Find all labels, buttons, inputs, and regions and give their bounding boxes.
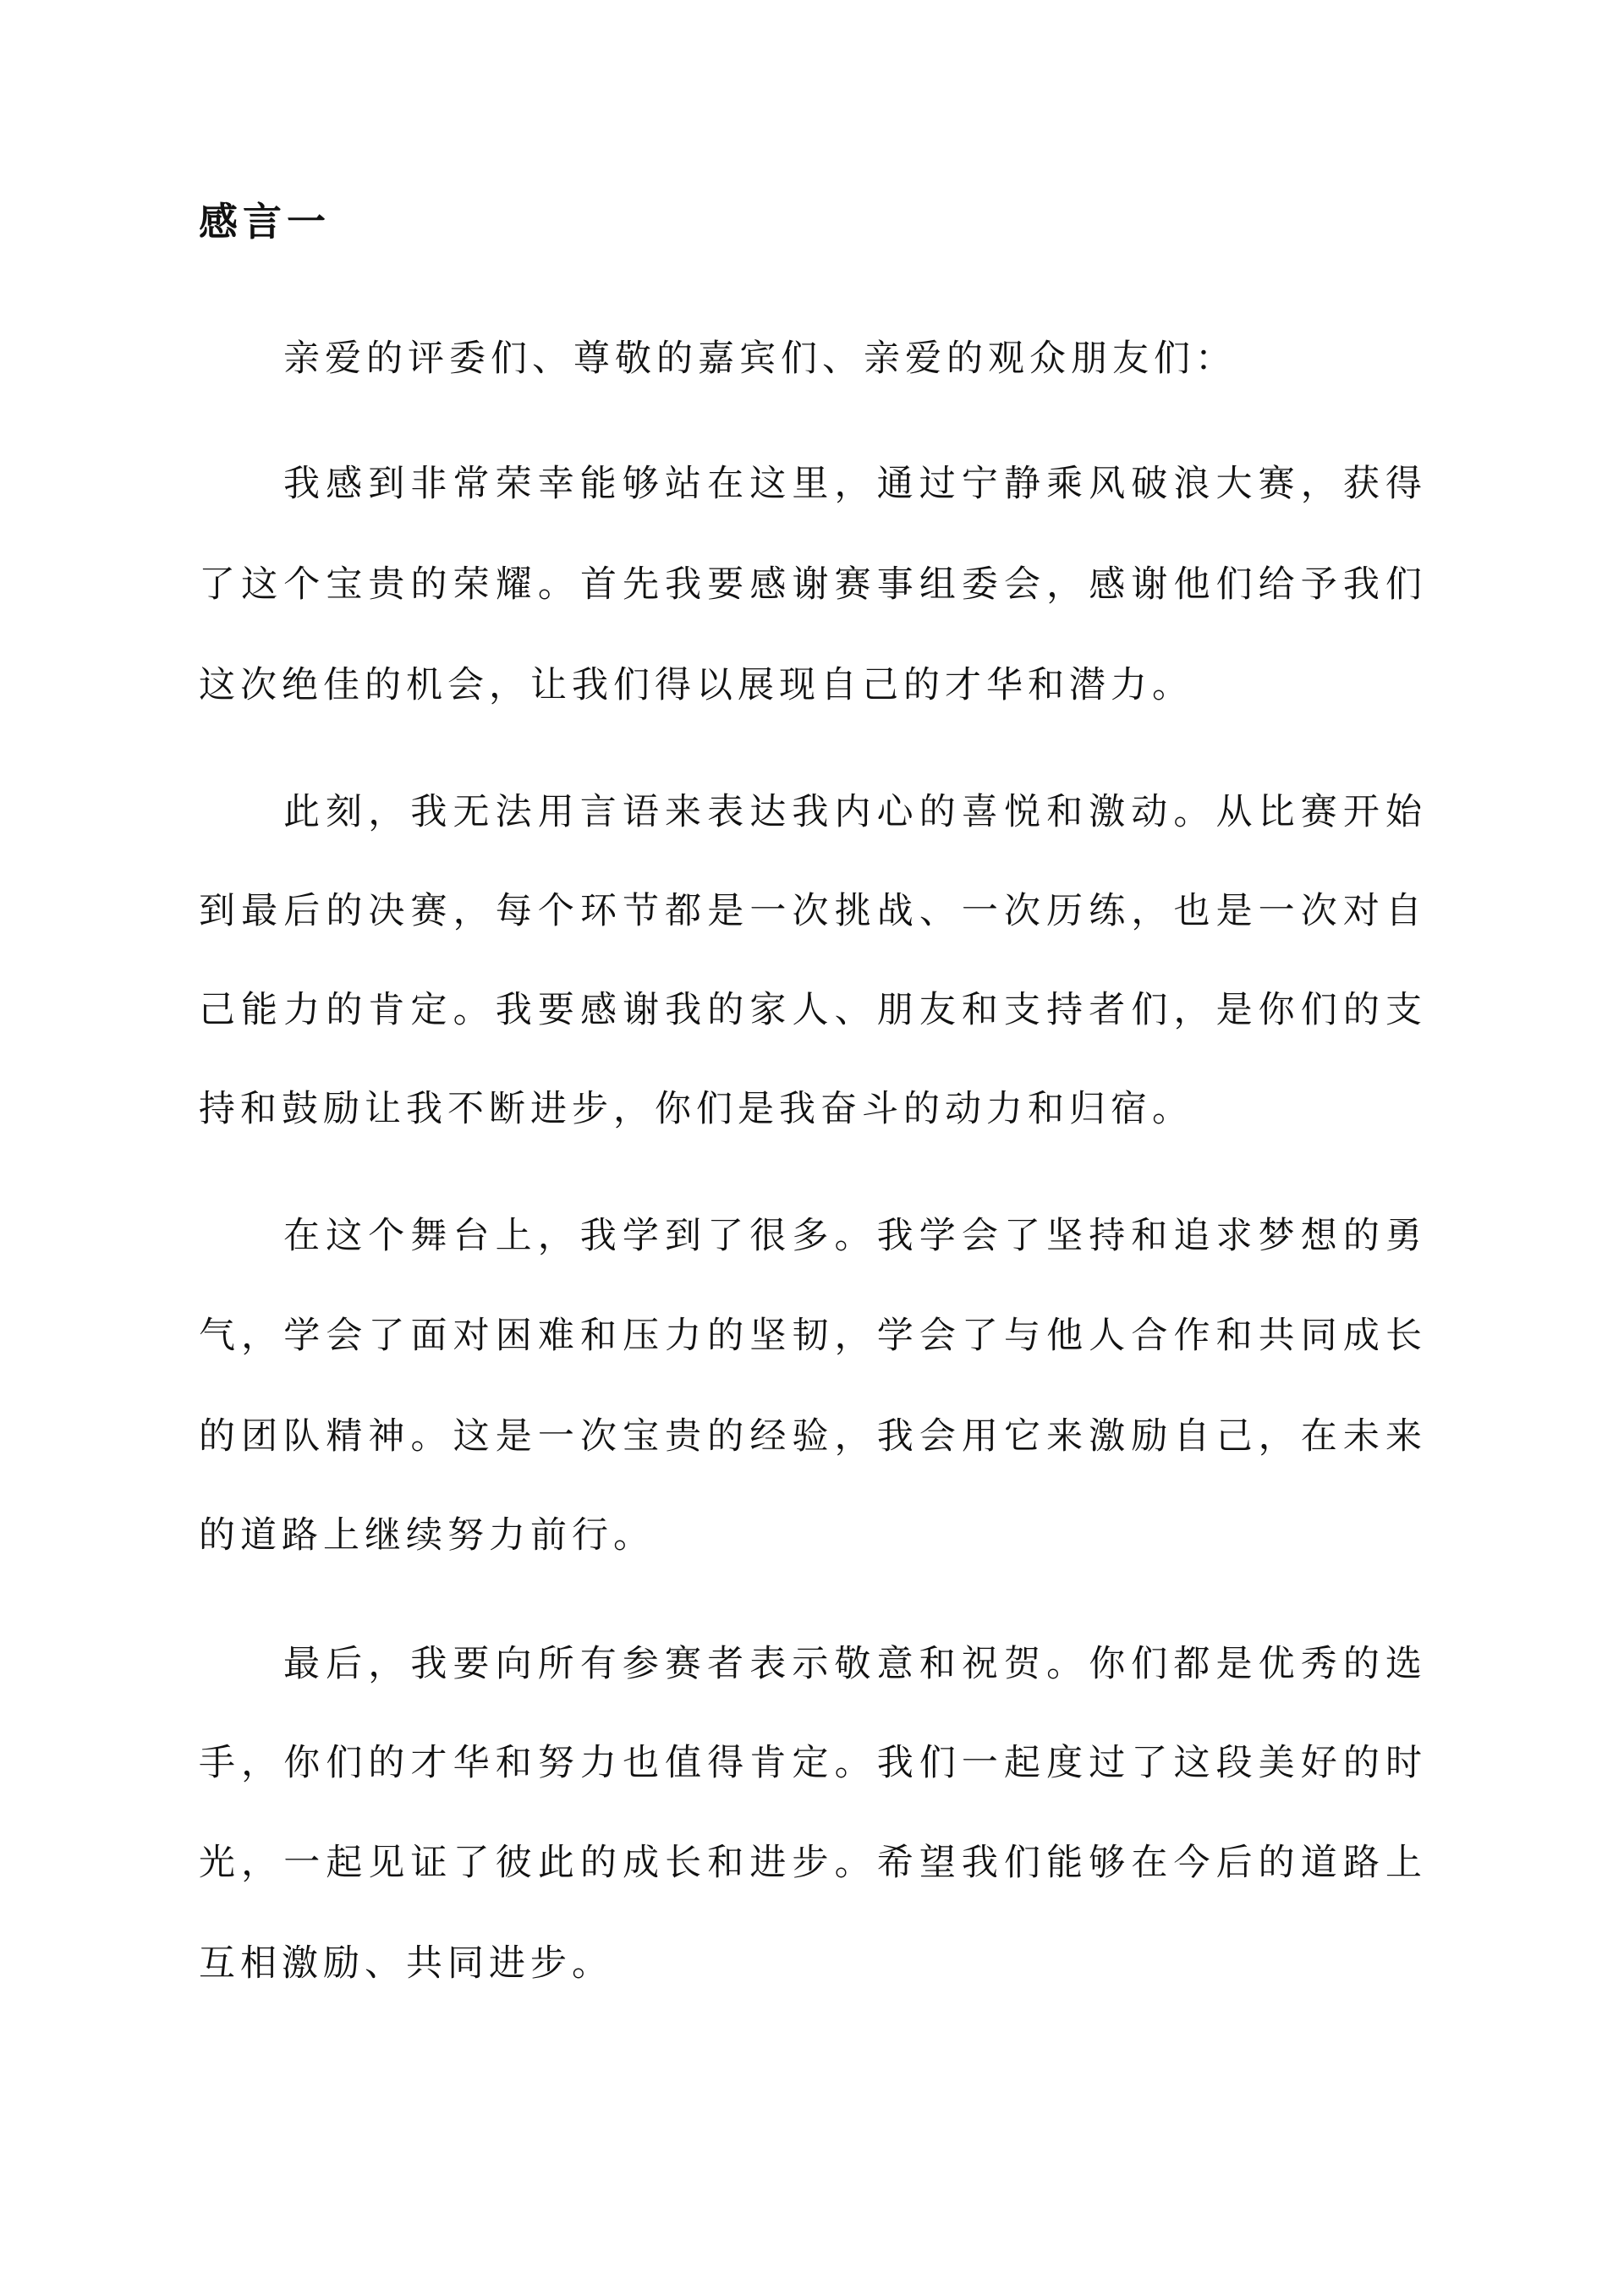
document-title: 感言一 bbox=[199, 199, 331, 244]
text-line: 光，一起见证了彼此的成长和进步。希望我们能够在今后的道路上 bbox=[199, 1842, 1427, 1884]
text-line: 持和鼓励让我不断进步，你们是我奋斗的动力和归宿。 bbox=[199, 1088, 1193, 1130]
text-line: 我感到非常荣幸能够站在这里，通过宁静乘风破浪大赛，获得 bbox=[283, 463, 1427, 505]
text-line: 在这个舞台上，我学到了很多。我学会了坚持和追求梦想的勇 bbox=[283, 1215, 1427, 1257]
text-line: 此刻，我无法用言语来表达我内心的喜悦和激动。从比赛开始 bbox=[283, 791, 1427, 833]
text-line: 亲爱的评委们、尊敬的嘉宾们、亲爱的观众朋友们： bbox=[283, 338, 1237, 380]
text-line: 最后，我要向所有参赛者表示敬意和祝贺。你们都是优秀的选 bbox=[283, 1643, 1427, 1685]
text-line: 手，你们的才华和努力也值得肯定。我们一起度过了这段美好的时 bbox=[199, 1742, 1427, 1784]
text-line: 互相激励、共同进步。 bbox=[199, 1942, 613, 1985]
text-line: 了这个宝贵的荣耀。首先我要感谢赛事组委会，感谢他们给予我们 bbox=[199, 563, 1427, 606]
text-line: 气，学会了面对困难和压力的坚韧，学会了与他人合作和共同成长 bbox=[199, 1315, 1427, 1357]
text-line: 的道路上继续努力前行。 bbox=[199, 1514, 655, 1557]
text-line: 这次绝佳的机会，让我们得以展现自己的才华和潜力。 bbox=[199, 664, 1193, 706]
text-line: 的团队精神。这是一次宝贵的经验，我会用它来激励自己，在未来 bbox=[199, 1415, 1427, 1458]
text-line: 己能力的肯定。我要感谢我的家人、朋友和支持者们，是你们的支 bbox=[199, 989, 1427, 1031]
text-line: 到最后的决赛，每个环节都是一次挑战、一次历练，也是一次对自 bbox=[199, 890, 1427, 932]
